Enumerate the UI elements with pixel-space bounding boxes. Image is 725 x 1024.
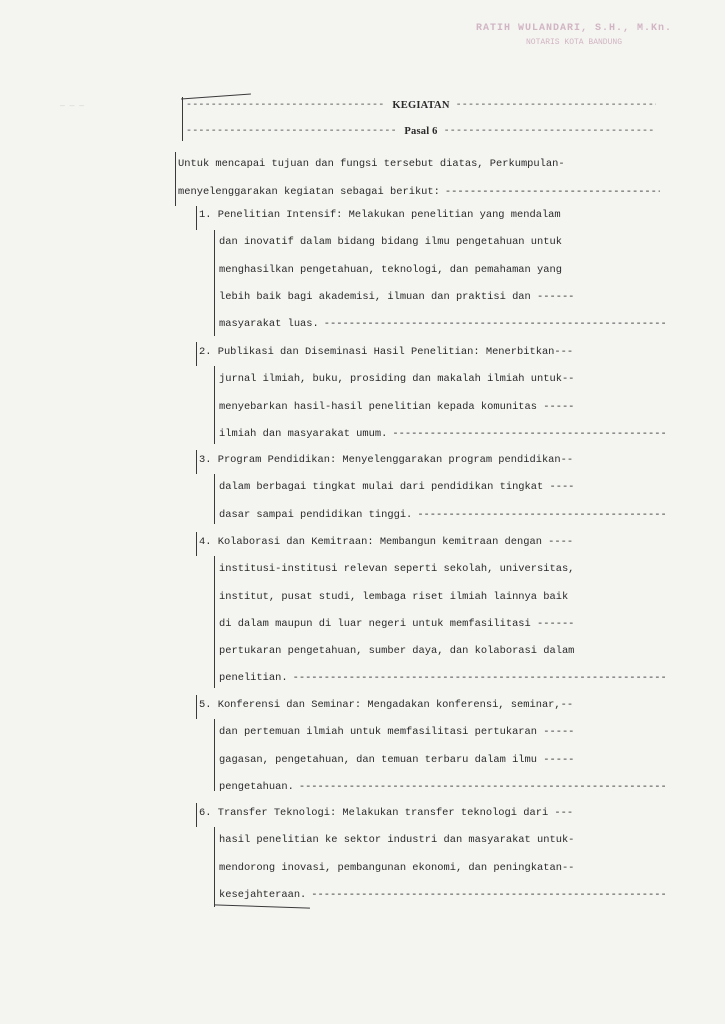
intro-line: menyelenggarakan kegiatan sebagai berikut:	[178, 186, 440, 198]
item-bracket	[196, 695, 197, 719]
dash-fill	[456, 100, 656, 111]
margin-mark: — — —	[60, 102, 85, 111]
item-line: institusi-institusi relevan seperti sekolah, universitas,	[219, 563, 575, 576]
list-item	[199, 692, 665, 801]
item-line: 4. Kolaborasi dan Kemitraan: Membangun kemitraan dengan ----	[199, 536, 574, 548]
item-line: 1. Penelitian Intensif: Melakukan penelitian yang mendalam	[199, 209, 561, 221]
dash-fill	[186, 126, 398, 137]
dash-fill	[444, 126, 656, 137]
item-line: menyebarkan hasil-hasil penelitian kepada komunitas -----	[219, 400, 575, 413]
item-line: dan pertemuan ilmiah untuk memfasilitasi pertukaran -----	[219, 726, 575, 739]
item-line: 5. Konferensi dan Seminar: Mengadakan konferensi, seminar,--	[199, 699, 574, 711]
list-item	[199, 447, 665, 529]
dash-fill	[186, 100, 386, 111]
item-line: menghasilkan pengetahuan, teknologi, dan pemahaman yang	[219, 263, 562, 276]
item-line: kesejahteraan.	[219, 888, 307, 901]
heading-bracket-left	[182, 97, 183, 141]
intro-paragraph	[178, 150, 660, 206]
dash-fill	[293, 665, 665, 692]
item-line: lebih baik bagi akademisi, ilmuan dan praktisi dan ------	[219, 290, 575, 303]
item-line: 3. Program Pendidikan: Menyelenggarakan program pendidikan--	[199, 454, 574, 466]
item-line: pengetahuan.	[219, 780, 294, 793]
article-pasal: Pasal 6	[404, 126, 438, 137]
article-pasal-line	[186, 126, 656, 137]
dash-fill	[299, 774, 665, 801]
heading-bracket-top	[181, 94, 251, 100]
dash-fill	[311, 882, 665, 909]
dash-fill	[417, 502, 665, 529]
item-line: jurnal ilmiah, buku, prosiding dan makalah ilmiah untuk--	[219, 373, 575, 386]
item-line: hasil penelitian ke sektor industri dan masyarakat untuk-	[219, 834, 575, 847]
list-item	[199, 202, 665, 338]
item-line: dasar sampai pendidikan tinggi.	[219, 508, 413, 521]
item-bracket	[196, 206, 197, 230]
item-bracket	[196, 803, 197, 827]
list-item	[199, 339, 665, 448]
item-line: masyarakat luas.	[219, 318, 319, 331]
item-line: institut, pusat studi, lembaga riset ilmiah lainnya baik	[219, 590, 569, 603]
item-line: pertukaran pengetahuan, sumber daya, dan kolaborasi dalam	[219, 645, 575, 658]
dash-fill	[392, 421, 665, 448]
item-line: 2. Publikasi dan Diseminasi Hasil Penelitian: Menerbitkan---	[199, 346, 574, 358]
intro-bracket	[175, 152, 176, 206]
item-line: mendorong inovasi, pembangunan ekonomi, dan peningkatan--	[219, 861, 575, 874]
list-item	[199, 800, 665, 909]
item-bracket	[196, 532, 197, 556]
item-line: penelitian.	[219, 672, 288, 685]
item-bracket	[196, 342, 197, 366]
intro-line: Untuk mencapai tujuan dan fungsi tersebut diatas, Perkumpulan-	[178, 158, 565, 170]
item-line: 6. Transfer Teknologi: Melakukan transfer teknologi dari ---	[199, 807, 574, 819]
stamp-name: RATIH WULANDARI, S.H., M.Kn.	[475, 23, 673, 34]
item-line: dalam berbagai tingkat mulai dari pendidikan tingkat ----	[219, 481, 575, 494]
notary-stamp	[474, 22, 674, 64]
item-line: gagasan, pengetahuan, dan temuan terbaru dalam ilmu -----	[219, 753, 575, 766]
item-bracket	[196, 450, 197, 474]
item-line: dan inovatif dalam bidang bidang ilmu pengetahuan untuk	[219, 236, 562, 249]
item-line: di dalam maupun di luar negeri untuk memfasilitasi ------	[219, 617, 575, 630]
article-heading: KEGIATAN	[392, 100, 450, 111]
item-line: ilmiah dan masyarakat umum.	[219, 427, 388, 440]
stamp-subtitle: NOTARIS KOTA BANDUNG	[525, 38, 622, 47]
list-item	[199, 529, 665, 693]
article-heading-line	[186, 100, 656, 111]
dash-fill	[324, 311, 665, 338]
